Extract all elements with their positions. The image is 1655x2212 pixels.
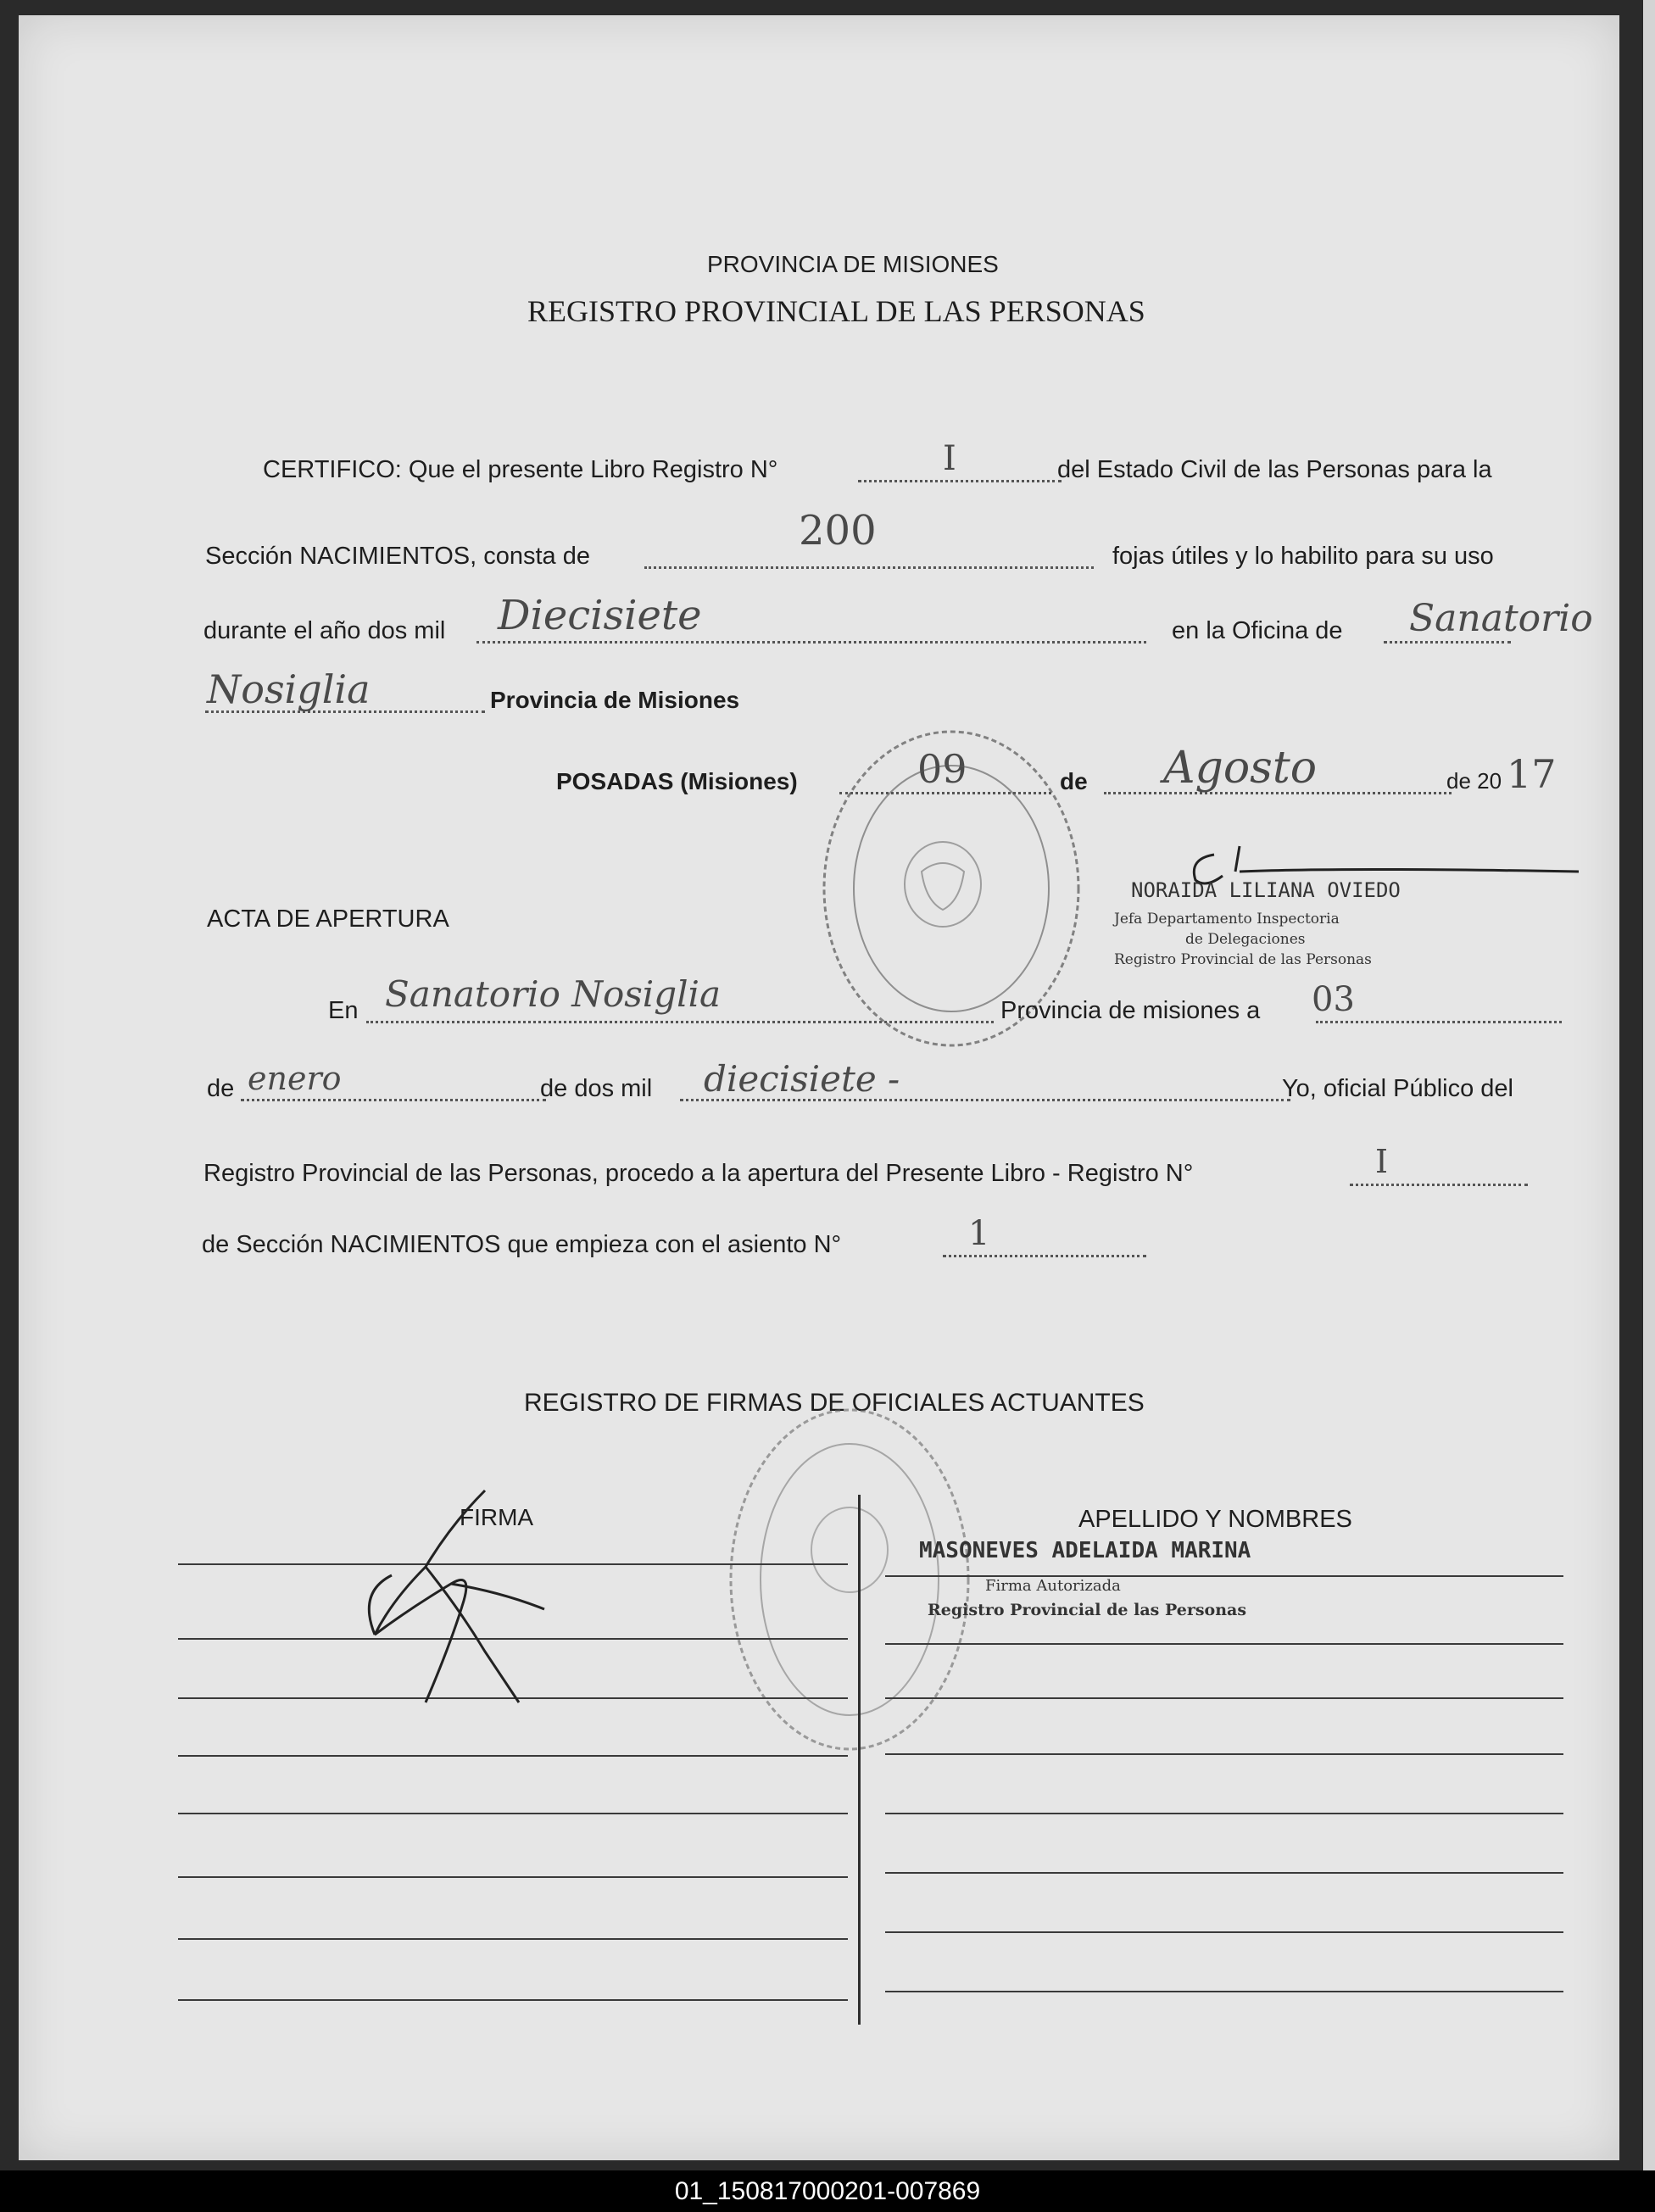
document-id: 01_150817000201-007869 [674, 2177, 981, 2205]
name-line [885, 1813, 1563, 1814]
acta-place-dots-b [366, 1021, 994, 1023]
acta-oficial: Yo, oficial Público del [1282, 1075, 1513, 1102]
signatures-column-divider [858, 1495, 861, 2025]
signature-line [178, 1999, 848, 2001]
cert-line3-dots2 [1384, 641, 1511, 644]
acta-en: En [328, 997, 359, 1024]
cert-line4-text: Provincia de Misiones [490, 687, 740, 713]
cert-line1-text: CERTIFICO: Que el presente Libro Registro N° [263, 456, 778, 483]
acta-month-handwritten: enero [248, 1060, 342, 1097]
cert-line2-text: Sección NACIMIENTOS, consta de [205, 543, 590, 570]
officer-registry-stamp: Registro Provincial de las Personas [928, 1601, 1247, 1619]
acta-day-handwritten: 03 [1312, 980, 1355, 1019]
cert-month-handwritten: Agosto [1163, 743, 1318, 794]
col-nombres-header: APELLIDO Y NOMBRES [1078, 1506, 1352, 1533]
cert-line3-text-end: en la Oficina de [1172, 617, 1343, 644]
cert-line2-text-end: fojas útiles y lo habilito para su uso [1112, 543, 1494, 570]
name-line [885, 1643, 1563, 1645]
acta-provincia: Provincia de misiones a [1000, 997, 1261, 1024]
cert-pages-count: 200 [799, 507, 877, 554]
acta-day-dots [1316, 1021, 1562, 1023]
acta-heading: ACTA DE APERTURA [207, 905, 449, 933]
cert-de-text: de [1060, 768, 1088, 794]
name-line [885, 1753, 1563, 1755]
cert-place-text: POSADAS (Misiones) [556, 768, 798, 794]
acta-de: de [207, 1075, 235, 1102]
document-id-footer [0, 2170, 1655, 2212]
signature-line [178, 1876, 848, 1878]
acta-line4-dots [943, 1255, 1146, 1257]
acta-month-dots [241, 1099, 546, 1101]
acta-dos-mil: de dos mil [540, 1075, 653, 1102]
acta-place-handwritten: Sanatorio Nosiglia [385, 973, 722, 1015]
acta-book-number: I [1375, 1143, 1389, 1180]
acta-year-handwritten: diecisiete - [704, 1058, 900, 1100]
col-firma-header: FIRMA [460, 1504, 534, 1530]
signatures-heading: REGISTRO DE FIRMAS DE OFICIALES ACTUANTES [524, 1389, 1145, 1417]
name-line [885, 1697, 1563, 1699]
cert-line1-text-end: del Estado Civil de las Personas para la [1057, 456, 1492, 483]
cert-year-suffix: 17 [1507, 751, 1557, 797]
acta-entry-number: 1 [968, 1214, 990, 1253]
cert-line1-dots [858, 480, 1062, 482]
cert-year-prefix: de 20 [1446, 768, 1502, 794]
official-seal-stamp-2 [722, 1397, 985, 1762]
officer-title-stamp: Firma Autorizada [985, 1577, 1121, 1595]
officer-signature [324, 1474, 629, 1728]
cert-book-number: I [943, 439, 956, 478]
cert-day-handwritten: 09 [917, 746, 967, 792]
cert-year-handwritten: Diecisiete [498, 592, 702, 639]
name-line [885, 1931, 1563, 1933]
cert-line2-dots [644, 566, 1094, 569]
officer-name-stamp: MASONEVES ADELAIDA MARINA [919, 1538, 1251, 1563]
acta-line4: de Sección NACIMIENTOS que empieza con el asiento N° [202, 1231, 842, 1258]
signature-line [178, 1938, 848, 1940]
acta-line3-dots [1350, 1184, 1528, 1186]
province-heading: PROVINCIA DE MISIONES [707, 251, 999, 277]
official-stamp-title2: de Delegaciones [1185, 931, 1306, 948]
cert-office-handwritten-2: Nosiglia [207, 666, 371, 712]
signature-line [178, 1755, 848, 1757]
name-line [885, 1991, 1563, 1992]
cert-line3-dots [476, 641, 1146, 644]
name-line [885, 1872, 1563, 1874]
signature-line [178, 1813, 848, 1814]
cert-line3-text: durante el año dos mil [203, 617, 446, 644]
registry-heading: REGISTRO PROVINCIAL DE LAS PERSONAS [527, 294, 1145, 328]
page-edge [1643, 0, 1655, 2170]
official-stamp-title1: Jefa Departamento Inspectoria [1114, 911, 1340, 928]
official-stamp-title3: Registro Provincial de las Personas [1114, 951, 1372, 968]
acta-line3: Registro Provincial de las Personas, procedo a la apertura del Presente Libro - Registro N° [203, 1160, 1194, 1187]
document-page [19, 15, 1619, 2160]
cert-office-handwritten: Sanatorio [1409, 597, 1593, 640]
official-stamp-name: NORAIDA LILIANA OVIEDO [1131, 878, 1401, 902]
